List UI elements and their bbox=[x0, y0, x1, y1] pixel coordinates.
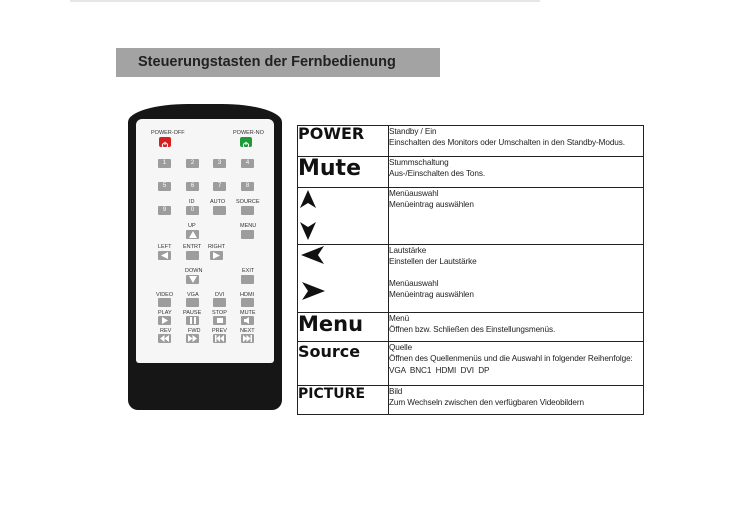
description-line: Einschalten des Monitors oder Umschalten in den Standby-Modus. bbox=[389, 138, 625, 147]
mute-key-name: Mute bbox=[298, 157, 389, 188]
table-row bbox=[298, 245, 644, 313]
dvi-button bbox=[213, 298, 226, 307]
table-row bbox=[298, 126, 644, 157]
left-label: LEFT bbox=[158, 244, 172, 250]
up-button bbox=[186, 230, 199, 239]
description-line: Einstellen der Lautstärke bbox=[389, 257, 477, 266]
mute-button bbox=[241, 316, 254, 325]
pause-icon bbox=[190, 317, 196, 324]
description-line: Öffnen des Quellenmenüs und die Auswahl in folgender Reihenfolge: bbox=[389, 354, 633, 363]
power-description bbox=[389, 126, 644, 157]
left-right-key-cell bbox=[298, 245, 389, 313]
next-button bbox=[241, 334, 254, 343]
up-down-arrows-icon bbox=[298, 188, 318, 242]
fast-forward-icon bbox=[188, 335, 197, 342]
rev-button bbox=[158, 334, 171, 343]
picture-description bbox=[389, 386, 644, 415]
source-label: SOURCE bbox=[236, 199, 260, 205]
description-line: Menü bbox=[389, 314, 410, 323]
skip-previous-icon bbox=[215, 335, 224, 342]
stop-button bbox=[213, 316, 226, 325]
entrt-label: ENTRT bbox=[183, 244, 202, 250]
stop-label: STOP bbox=[212, 310, 227, 316]
key-5: 5 bbox=[158, 182, 171, 191]
top-divider bbox=[70, 0, 540, 2]
description-line: Aus-/Einschalten des Tons. bbox=[389, 169, 486, 178]
remote-face bbox=[136, 119, 274, 363]
down-label: DOWN bbox=[185, 268, 203, 274]
remote-functions-table bbox=[297, 125, 644, 415]
key-1: 1 bbox=[158, 159, 171, 168]
table-row bbox=[298, 342, 644, 386]
dvi-label: DVI bbox=[215, 292, 225, 298]
menu-description bbox=[389, 313, 644, 342]
right-button bbox=[210, 251, 223, 260]
enter-button bbox=[186, 251, 199, 260]
description-line: Stummschaltung bbox=[389, 158, 449, 167]
menu-key-name: Menu bbox=[298, 313, 389, 342]
description-line: Quelle bbox=[389, 343, 413, 352]
key-6: 6 bbox=[186, 182, 199, 191]
power-off-icon bbox=[159, 140, 171, 150]
stop-icon bbox=[217, 317, 223, 324]
table-row bbox=[298, 386, 644, 415]
left-right-description bbox=[389, 245, 644, 313]
prev-button bbox=[213, 334, 226, 343]
video-label: VIDEO bbox=[156, 292, 174, 298]
hdmi-label: HDMI bbox=[240, 292, 255, 298]
description-line: Zum Wechseln zwischen den verfügbaren Videobildern bbox=[389, 398, 584, 407]
video-button bbox=[158, 298, 171, 307]
power-off-label: POWER-OFF bbox=[151, 130, 185, 136]
speaker-icon bbox=[244, 317, 252, 324]
power-on-label: POWER-NO bbox=[233, 130, 264, 136]
power-off-button bbox=[159, 137, 171, 147]
left-arrow-icon bbox=[161, 252, 168, 259]
description-line: VGA BNC1 HDMI DVI DP bbox=[389, 366, 490, 375]
table-row bbox=[298, 157, 644, 188]
key-7: 7 bbox=[213, 182, 226, 191]
menu-button bbox=[241, 230, 254, 239]
description-line: Öffnen bzw. Schließen des Einstellungsmenüs. bbox=[389, 325, 556, 334]
description-line: Menüauswahl bbox=[389, 189, 439, 198]
auto-label: AUTO bbox=[210, 199, 226, 205]
description-line: Menüauswahl bbox=[389, 279, 439, 288]
source-description bbox=[389, 342, 644, 386]
play-label: PLAY bbox=[158, 310, 172, 316]
description-line: Lautstärke bbox=[389, 246, 427, 255]
exit-button bbox=[241, 275, 254, 284]
hdmi-button bbox=[241, 298, 254, 307]
source-button bbox=[241, 206, 254, 215]
play-button bbox=[158, 316, 171, 325]
power-on-button bbox=[240, 137, 252, 147]
up-down-description bbox=[389, 188, 644, 245]
rewind-icon bbox=[160, 335, 169, 342]
key-2: 2 bbox=[186, 159, 199, 168]
left-right-arrows-icon bbox=[298, 245, 328, 309]
fwd-button bbox=[186, 334, 199, 343]
power-on-icon bbox=[240, 140, 252, 150]
right-label: RIGHT bbox=[208, 244, 226, 250]
description-line: Menüeintrag auswählen bbox=[389, 200, 474, 209]
description-line: Bild bbox=[389, 387, 403, 396]
skip-next-icon bbox=[243, 335, 252, 342]
menu-label: MENU bbox=[240, 223, 257, 229]
vga-button bbox=[186, 298, 199, 307]
source-key-name: Source bbox=[298, 342, 389, 386]
id-label: ID bbox=[189, 199, 195, 205]
description-line: Standby / Ein bbox=[389, 127, 437, 136]
section-title: Steuerungstasten der Fernbedienung bbox=[138, 54, 396, 70]
down-button bbox=[186, 275, 199, 284]
key-3: 3 bbox=[213, 159, 226, 168]
up-label: UP bbox=[188, 223, 196, 229]
key-4: 4 bbox=[241, 159, 254, 168]
key-0: 0 bbox=[186, 206, 199, 215]
play-icon bbox=[162, 317, 168, 324]
picture-key-name: PICTURE bbox=[298, 386, 389, 415]
key-8: 8 bbox=[241, 182, 254, 191]
exit-label: EXIT bbox=[242, 268, 255, 274]
key-9: 9 bbox=[158, 206, 171, 215]
right-arrow-icon bbox=[213, 252, 220, 259]
rev-label: REV bbox=[160, 328, 172, 334]
mute-description bbox=[389, 157, 644, 188]
table-row bbox=[298, 313, 644, 342]
up-arrow-icon bbox=[189, 231, 197, 238]
mute-label: MUTE bbox=[240, 310, 256, 316]
left-button bbox=[158, 251, 171, 260]
down-arrow-icon bbox=[189, 276, 197, 283]
fwd-label: FWD bbox=[188, 328, 201, 334]
table-row bbox=[298, 188, 644, 245]
vga-label: VGA bbox=[187, 292, 199, 298]
power-key-name: POWER bbox=[298, 126, 389, 157]
next-label: NEXT bbox=[240, 328, 255, 334]
pause-label: PAUSE bbox=[183, 310, 202, 316]
description-line: Menüeintrag auswählen bbox=[389, 290, 474, 299]
up-down-key-cell bbox=[298, 188, 389, 245]
auto-button bbox=[213, 206, 226, 215]
pause-button bbox=[186, 316, 199, 325]
prev-label: PREV bbox=[212, 328, 227, 334]
